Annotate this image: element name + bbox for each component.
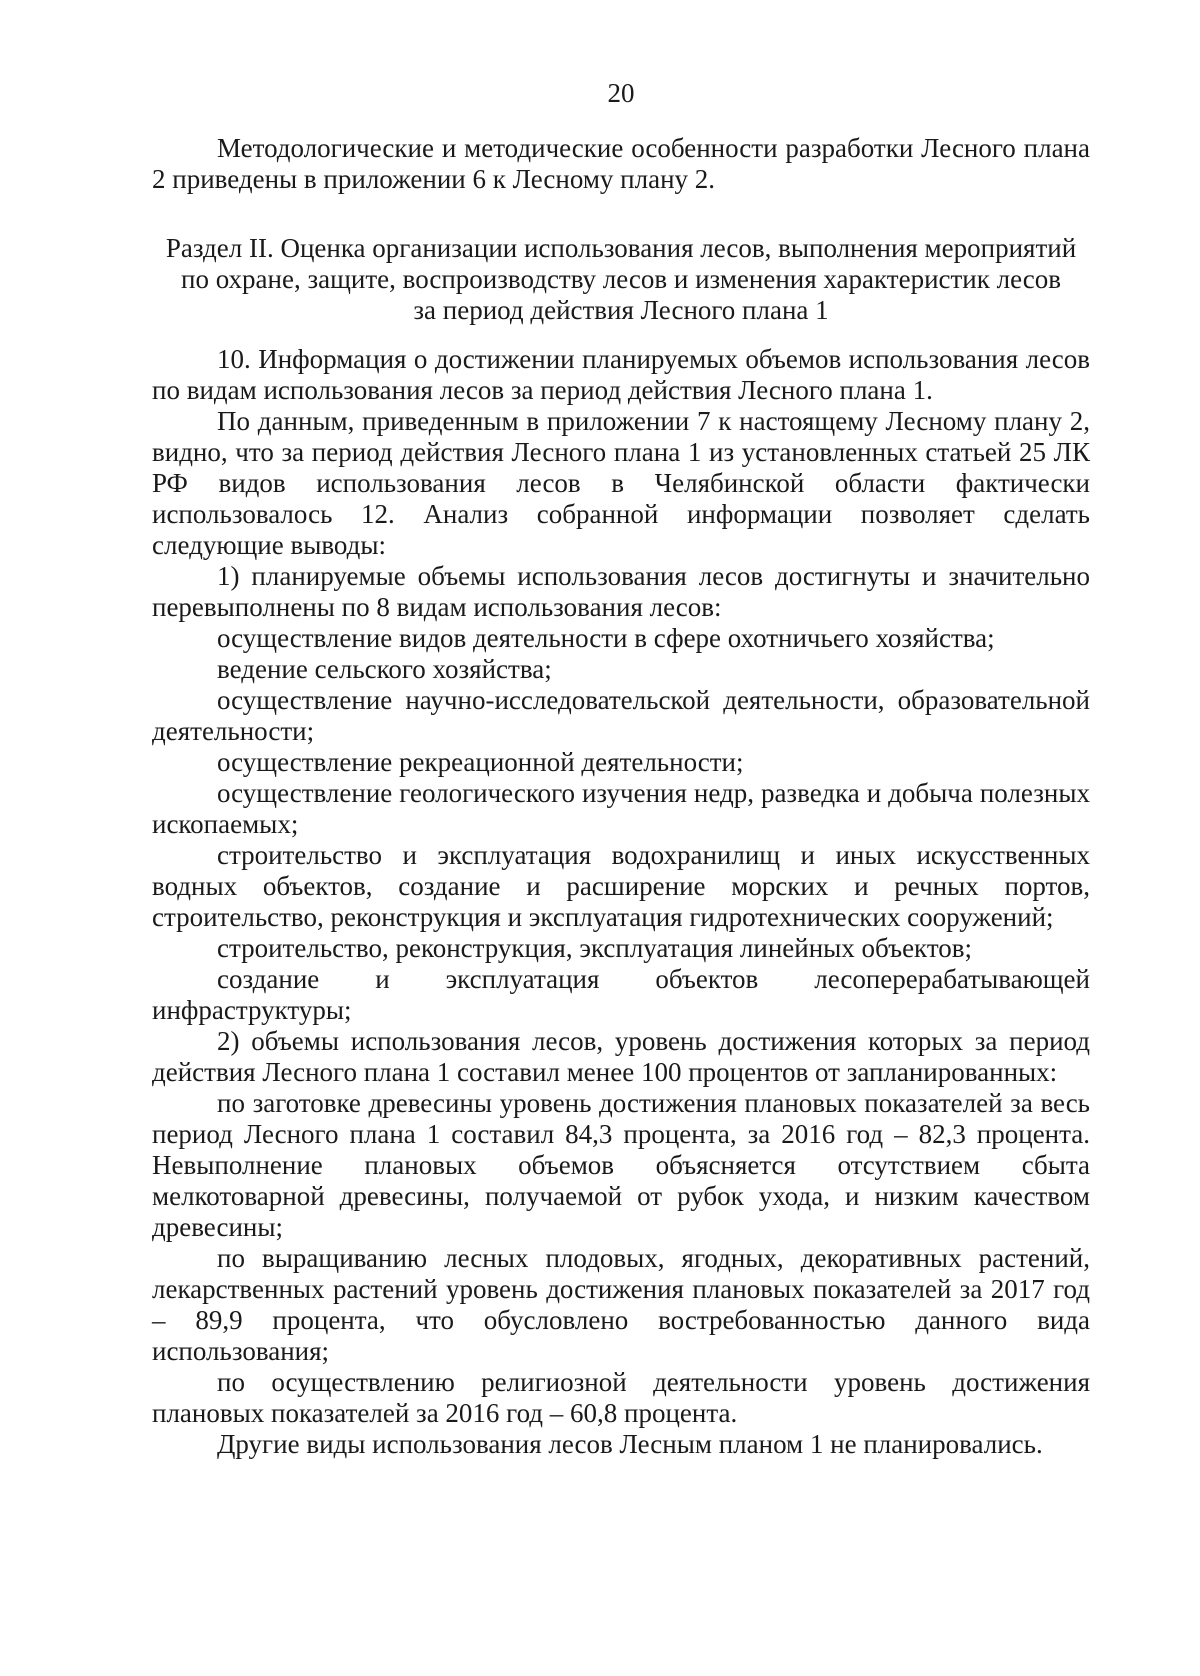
list-item-religious-activity: по осуществлению религиозной деятельности уровень достижения плановых показателей за 2016 год – 60,8 процента. — [152, 1367, 1090, 1428]
list-item-recreation: осуществление рекреационной деятельности; — [217, 747, 744, 777]
list-item-wood-processing: создание и эксплуатация объектов лесоперерабатывающей инфраструктуры; — [152, 964, 1090, 1025]
body-text — [152, 344, 1090, 1460]
list-item-conclusion-1: 1) планируемые объемы использования лесов достигнуты и значительно перевыполнены по 8 видам использования лесов: — [152, 561, 1090, 622]
section-heading-line-1: Раздел II. Оценка организации использования лесов, выполнения мероприятий — [165, 233, 1077, 263]
section-heading-line-2: по охране, защите, воспроизводству лесов и изменения характеристик лесов — [181, 264, 1061, 294]
page-number: 20 — [607, 78, 635, 108]
list-item-hunting: осуществление видов деятельности в сфере охотничьего хозяйства; — [217, 623, 995, 653]
list-item-geology: осуществление геологического изучения недр, разведка и добыча полезных ископаемых; — [152, 778, 1090, 839]
section-heading — [152, 233, 1090, 326]
intro-block — [152, 133, 1090, 195]
list-item-agriculture: ведение сельского хозяйства; — [217, 654, 552, 684]
list-item-reservoirs: строительство и эксплуатация водохранилищ и иных искусственных водных объектов, создание и расширение морских и речных портов, строительство, реконструкция и эксплуатация гидротехнических сооружений; — [152, 840, 1090, 932]
list-item-research: осуществление научно-исследовательской деятельности, образовательной деятельности; — [152, 685, 1090, 746]
paragraph-other-uses: Другие виды использования лесов Лесным планом 1 не планировались. — [217, 1429, 1043, 1459]
list-item-timber-harvesting: по заготовке древесины уровень достижения плановых показателей за весь период Лесного плана 1 составил 84,3 процента, за 2016 год – 82,3 процента. Невыполнение плановых объемов объясняется отсутствием сбыта мелкотоварной древесины, получаемой от рубок ухода, и низким качеством древесины; — [152, 1088, 1090, 1242]
list-item-linear-objects: строительство, реконструкция, эксплуатация линейных объектов; — [217, 933, 973, 963]
list-item-plant-cultivation: по выращиванию лесных плодовых, ягодных, декоративных растений, лекарственных растений уровень достижения плановых показателей за 2017 год – 89,9 процента, что обусловлено востребованностью данного вида использования; — [152, 1243, 1090, 1366]
paragraph-analysis: По данным, приведенным в приложении 7 к настоящему Лесному плану 2, видно, что за период действия Лесного плана 1 из установленных статьей 25 ЛК РФ видов использования лесов в Челябинской области фактически использовалось 12. Анализ собранной информации позволяет сделать следующие выводы: — [152, 406, 1090, 560]
list-item-conclusion-2: 2) объемы использования лесов, уровень достижения которых за период действия Лесного плана 1 составил менее 100 процентов от запланированных: — [152, 1026, 1090, 1087]
document-page — [152, 0, 1090, 1676]
section-heading-line-3: за период действия Лесного плана 1 — [413, 295, 829, 325]
intro-paragraph: Методологические и методические особенности разработки Лесного плана 2 приведены в приложении 6 к Лесному плану 2. — [152, 133, 1090, 194]
paragraph-item-10-title: 10. Информация о достижении планируемых объемов использования лесов по видам использования лесов за период действия Лесного плана 1. — [152, 344, 1090, 405]
